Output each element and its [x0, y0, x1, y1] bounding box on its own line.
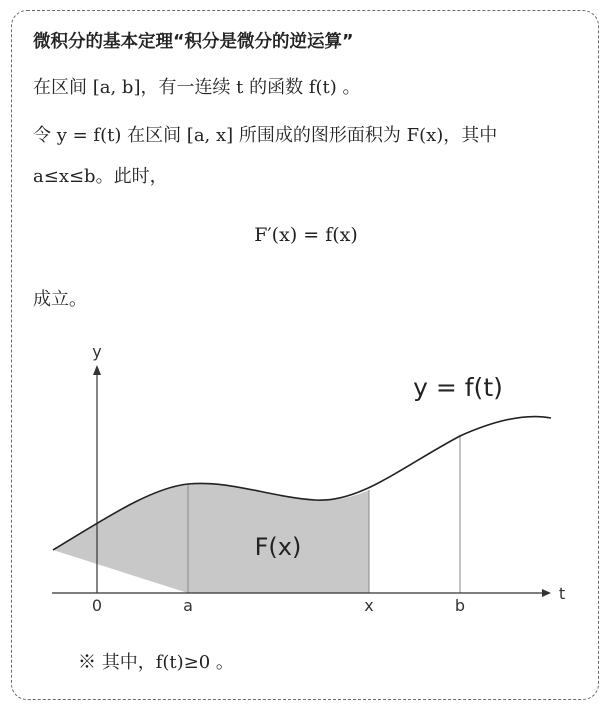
curve-label: y = f(t)	[413, 373, 503, 402]
tick-0: 0	[91, 596, 103, 615]
tick-b: b	[454, 596, 466, 615]
text-line-1: 在区间 [a, b]，有一连续 t 的函数 f(t) 。	[33, 77, 361, 98]
tick-a: a	[183, 596, 193, 615]
text-line-2: 令 y = f(t) 在区间 [a, x] 所围成的图形面积为 F(x)，其中	[33, 125, 498, 146]
x-axis-arrow	[542, 589, 551, 597]
area-label: F(x)	[254, 533, 302, 561]
text-line-3: a≤x≤b。此时，	[33, 166, 168, 187]
y-axis-arrow	[93, 365, 101, 375]
footnote: ※ 其中，f(t)≥0 。	[78, 652, 234, 673]
theorem-title: 微积分的基本定理“积分是微分的逆运算”	[33, 32, 354, 52]
y-axis-label: y	[92, 342, 102, 361]
text-line-4: 成立。	[33, 289, 87, 310]
tick-x: x	[364, 596, 374, 615]
t-axis-label: t	[558, 584, 566, 603]
formula: F′(x) = f(x)	[254, 224, 358, 246]
